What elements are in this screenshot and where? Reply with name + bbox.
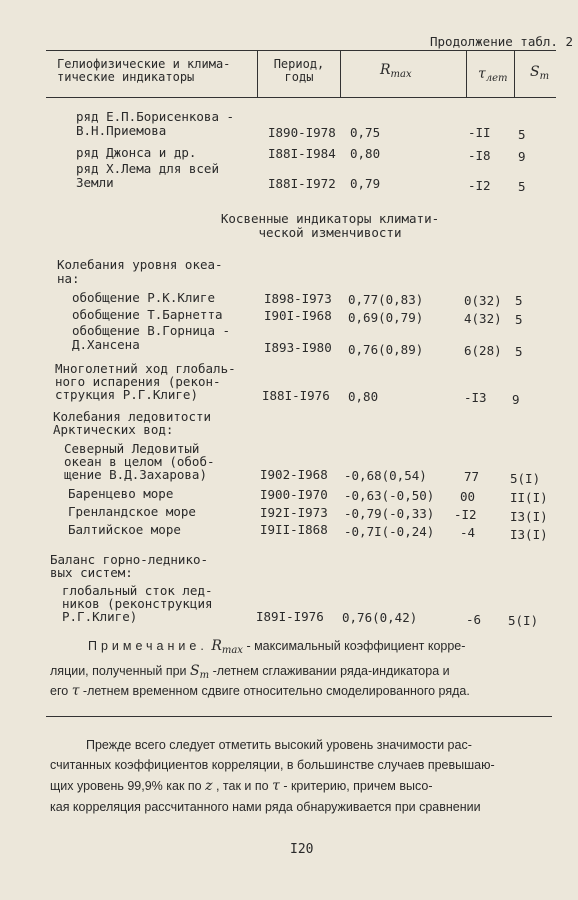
note-text-2b: -летнем сглаживании ряда-индикатора и (212, 664, 450, 678)
note-word: Примечание. (88, 639, 208, 653)
note-text-3a: его (50, 684, 69, 698)
row-tau: 0(32) (464, 293, 502, 308)
note-s-symbol: S (190, 663, 200, 679)
paragraph-line-1: Прежде всего следует отметить высокий уровень значимости рас- (86, 738, 472, 752)
row-tau: 6(28) (464, 343, 502, 358)
row-period: I90I-I968 (264, 308, 332, 323)
rmax-subscript: max (390, 69, 412, 80)
note-text-3b: -летнем временном сдвиге относительно смоделированного ряда. (82, 684, 470, 698)
note-text-1: - максимальный коэффициент корре- (246, 639, 466, 653)
row-label: обобщение Р.К.Клиге (72, 290, 215, 305)
row-r: 0,75 (350, 125, 381, 140)
note-s-subscript: m (199, 670, 210, 681)
group-heading-glacier: Баланс горно-леднико- вых систем: (50, 552, 209, 580)
row-period: I902-I968 (260, 467, 328, 482)
row-s: 9 (518, 149, 526, 164)
row-tau: 4(32) (464, 311, 502, 326)
row-period: I88I-I972 (268, 176, 336, 191)
row-period: I898-I973 (264, 291, 332, 306)
paragraph-tau-symbol: τ (272, 778, 280, 794)
continuation-label: Продолжение табл. 2 (430, 34, 573, 49)
row-period: I89I-I976 (256, 609, 324, 624)
row-tau: -II (468, 125, 491, 140)
row-r: 0,80 (348, 389, 379, 404)
row-s: 5 (518, 127, 526, 142)
table-header-rule (46, 97, 556, 98)
table-top-rule (46, 50, 556, 51)
row-r: 0,76(0,42) (342, 610, 418, 625)
header-indicators: Гелиофизические и клима- тические индикаторы (57, 57, 231, 84)
row-s: 5 (515, 344, 523, 359)
row-label: Многолетний ход глобаль- ного испарения (рекон- струкция Р.Г.Клиге) (55, 361, 236, 402)
row-label: Баренцево море (68, 486, 174, 501)
row-r: -0,7I(-0,24) (344, 524, 435, 539)
row-label: Гренландское море (68, 504, 196, 519)
row-period: I900-I970 (260, 487, 328, 502)
row-tau: 00 (460, 489, 476, 504)
row-r: 0,79 (350, 176, 381, 191)
row-label: Северный Ледовитый океан в целом (обоб- щение В.Д.Захарова) (64, 441, 215, 482)
row-period: I92I-I973 (260, 505, 328, 520)
row-s: 5(I) (510, 471, 541, 486)
page-number: I20 (290, 842, 314, 857)
note-tau-symbol: τ (71, 683, 80, 699)
col-divider-1 (257, 50, 258, 98)
row-tau: -I3 (464, 390, 487, 405)
sm-symbol: S (530, 64, 540, 80)
paragraph-z-symbol: z (205, 778, 213, 794)
header-rmax (380, 62, 412, 80)
group-heading-ocean: Колебания уровня океа- на: (57, 257, 223, 286)
row-r: -0,68(0,54) (344, 468, 427, 483)
row-tau: -4 (460, 525, 476, 540)
note-line-2 (50, 663, 450, 681)
header-sm (530, 64, 549, 82)
paragraph-text-3c: - критерию, причем высо- (283, 779, 433, 793)
row-label: ряд Е.П.Борисенкова - В.Н.Приемова (76, 109, 235, 138)
header-period: Период, годы (273, 57, 325, 84)
row-tau: -I8 (468, 148, 491, 163)
row-s: I3(I) (510, 509, 548, 524)
row-label: ряд Джонса и др. (76, 145, 197, 160)
tau-symbol: τ (478, 66, 486, 82)
separator-rule (46, 716, 552, 717)
col-divider-3 (466, 50, 467, 98)
col-divider-2 (340, 50, 341, 98)
note-line-3 (50, 683, 470, 699)
row-period: I88I-I984 (268, 146, 336, 161)
row-label: обобщение В.Горница - Д.Хансена (72, 323, 231, 352)
row-s: 9 (512, 392, 520, 407)
row-s: 5 (515, 293, 523, 308)
row-period: I9II-I868 (260, 522, 328, 537)
row-label: обобщение Т.Барнетта (72, 307, 223, 322)
row-s: 5 (518, 179, 526, 194)
header-tau (478, 66, 508, 84)
note-r-symbol: R (211, 638, 222, 654)
group-heading-ice: Колебания ледовитости Арктических вод: (53, 409, 212, 437)
tau-subscript: лет (485, 73, 508, 84)
row-s: 5 (515, 312, 523, 327)
row-label: Балтийское море (68, 522, 181, 537)
rmax-symbol: R (380, 62, 391, 78)
row-r: 0,69(0,79) (348, 310, 424, 325)
row-period: I893-I980 (264, 340, 332, 355)
note-line-1 (88, 638, 465, 656)
row-tau: -6 (466, 612, 482, 627)
row-r: 0,77(0,83) (348, 292, 424, 307)
row-period: I890-I978 (268, 125, 336, 140)
col-divider-4 (514, 50, 515, 98)
row-r: 0,76(0,89) (348, 342, 424, 357)
row-tau: -I2 (468, 178, 491, 193)
note-r-subscript: max (221, 645, 243, 656)
paragraph-line-4: кая корреляция рассчитанного нами ряда обнаруживается при сравнении (50, 800, 481, 814)
row-r: -0,63(-0,50) (344, 488, 435, 503)
row-s: 5(I) (508, 613, 539, 628)
row-tau: 77 (464, 469, 480, 484)
paragraph-line-3 (50, 778, 433, 794)
row-r: -0,79(-0,33) (344, 506, 435, 521)
row-s: II(I) (510, 490, 548, 505)
paragraph-line-2: считанных коэффициентов корреляции, в большинстве случаев превышаю- (50, 758, 495, 772)
row-s: I3(I) (510, 527, 548, 542)
note-text-2a: ляции, полученный при (50, 664, 187, 678)
row-period: I88I-I976 (262, 388, 330, 403)
paragraph-text-3a: щих уровень 99,9% как по (50, 779, 202, 793)
paragraph-text-3b: , так и по (215, 779, 269, 793)
section-title: Косвенные индикаторы климати- ческой изменчивости (220, 211, 440, 240)
row-r: 0,80 (350, 146, 381, 161)
sm-subscript: m (539, 71, 550, 82)
row-label: глобальный сток лед- ников (реконструкция Р.Г.Клиге) (62, 583, 213, 624)
row-label: ряд Х.Лема для всей Земли (76, 161, 219, 190)
row-tau: -I2 (454, 507, 477, 522)
